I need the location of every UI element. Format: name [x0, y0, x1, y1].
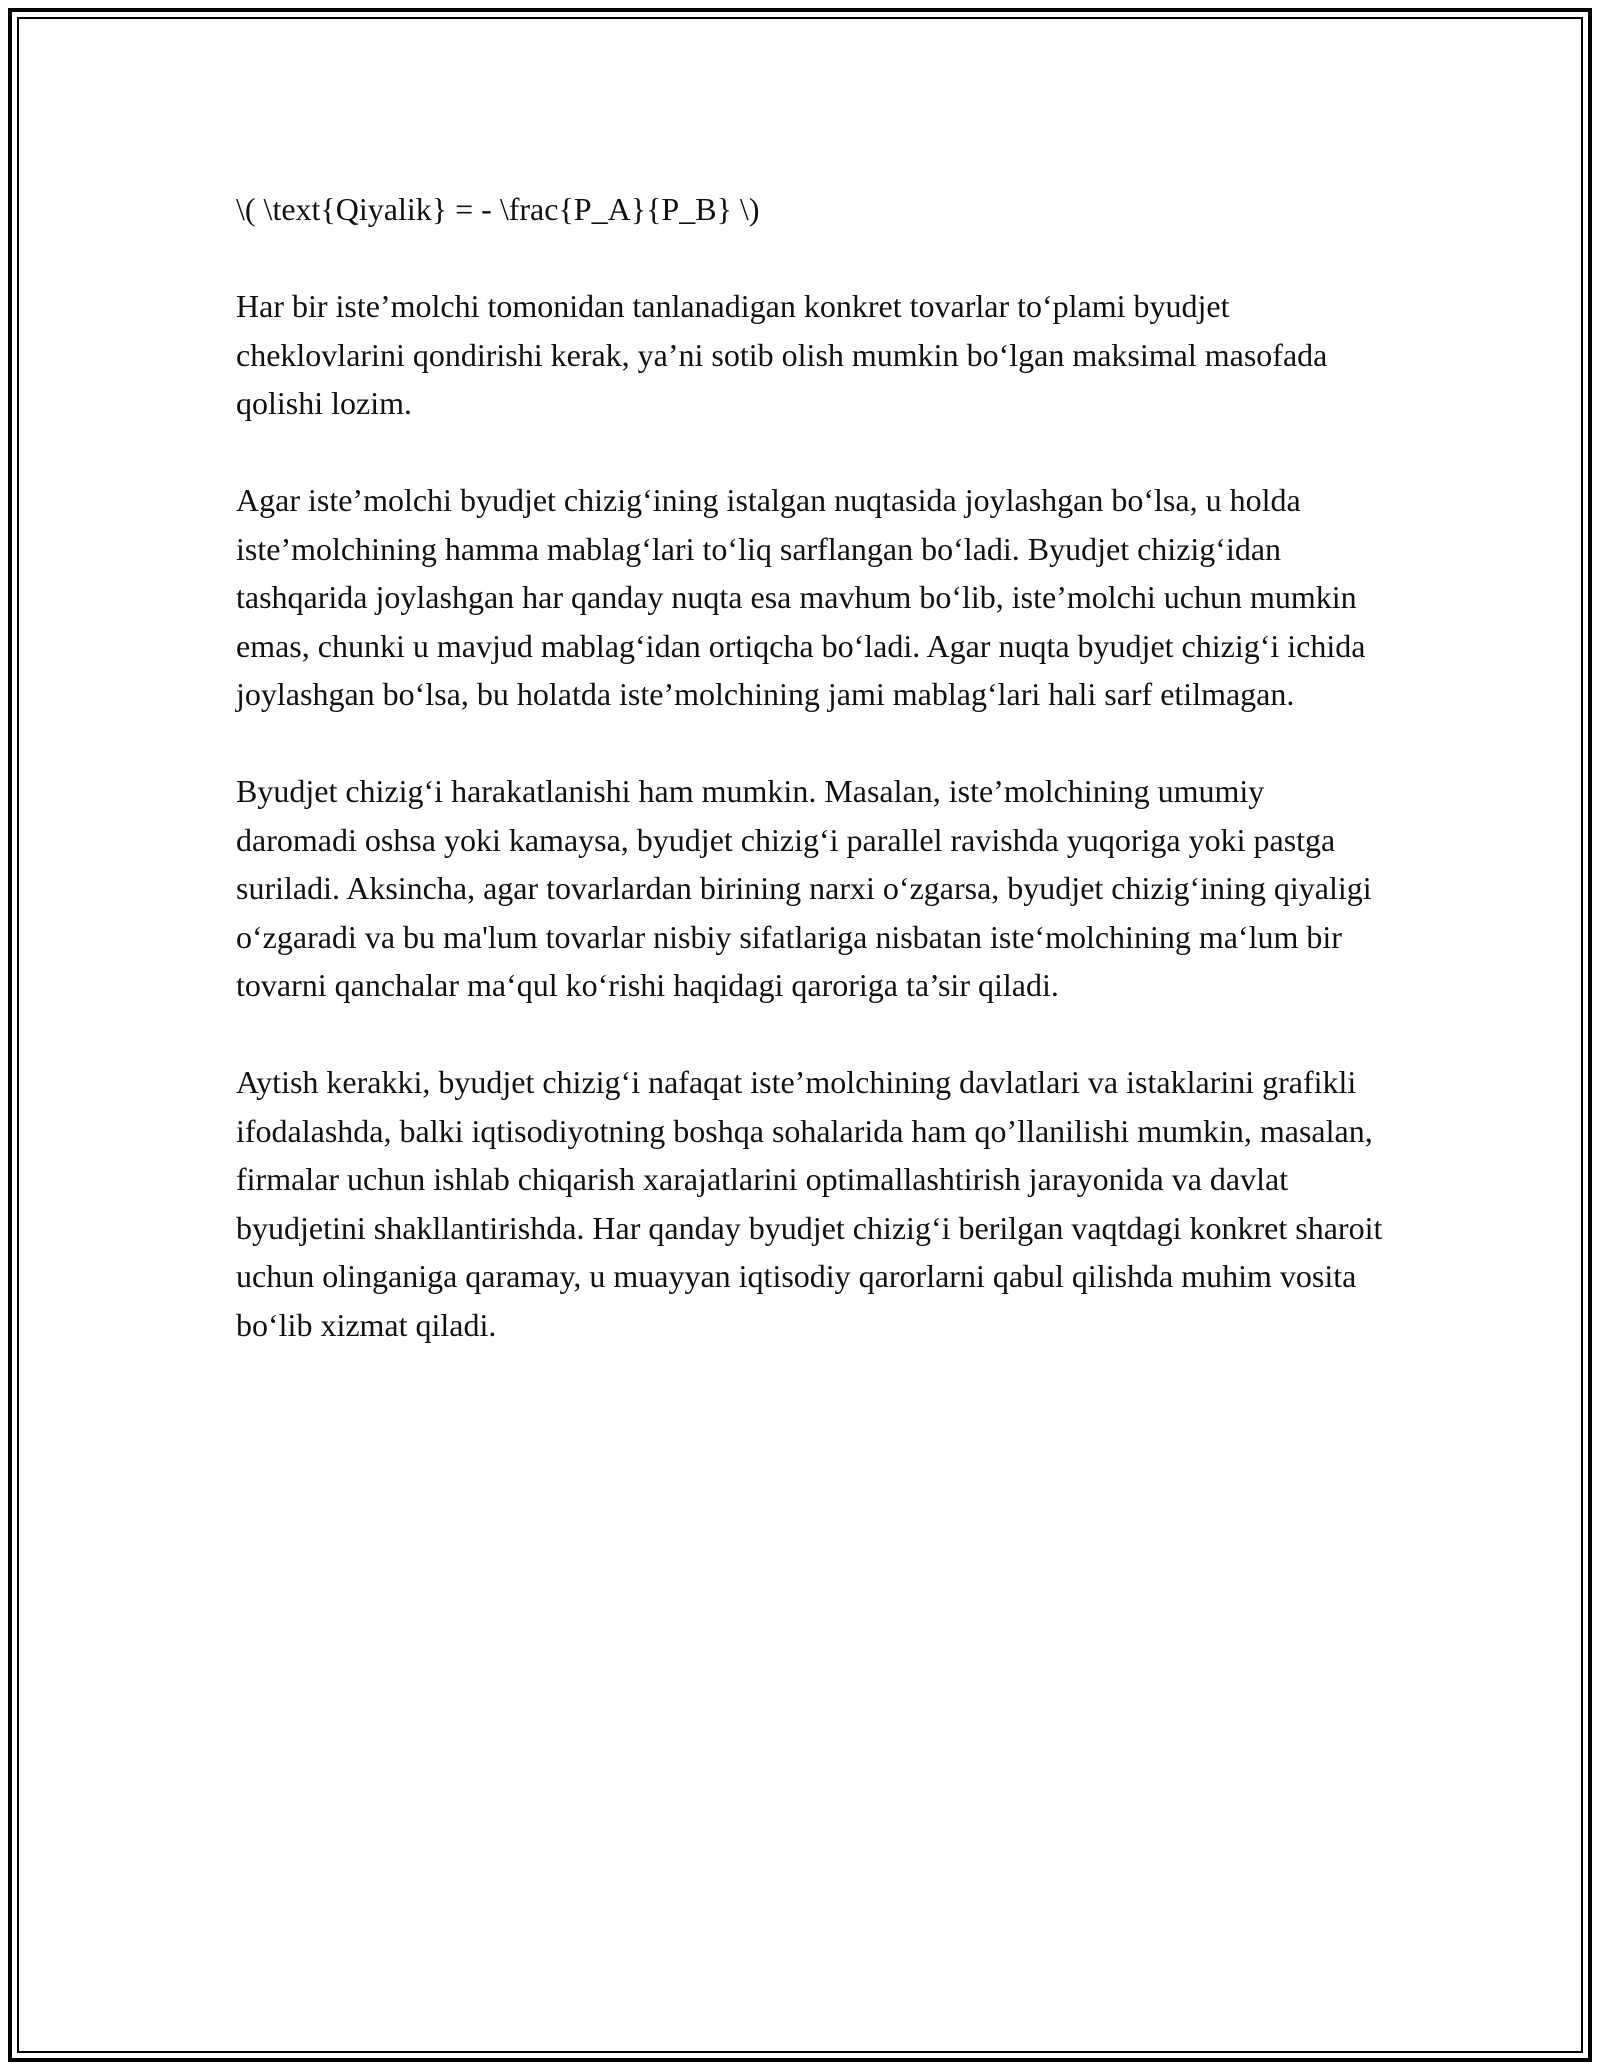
paragraph-budget-line-shifts: Byudjet chizig‘i harakatlanishi ham mumkin. Masalan, iste’molchining umumiy daromadi oshsa yoki kamaysa, byudjet chizig‘i parallel ravishda yuqoriga yoki pastga suriladi. Aksincha, agar tovarlardan birining narxi o‘zgarsa, byudjet chizig‘ining qiyaligi o‘zgaradi va bu ma'lum tovarlar nisbiy sifatlariga nisbatan iste‘molchining ma‘lum bir tovarni qanchalar ma‘qul ko‘rishi haqidagi qaroriga ta’sir qiladi.: [236, 773, 1372, 1003]
document-body: [236, 185, 1386, 1398]
slope-formula: \( \text{Qiyalik} = - \frac{P_A}{P_B} \): [236, 191, 760, 227]
paragraph-budget-line-points: Agar iste’molchi byudjet chizig‘ining istalgan nuqtasida joylashgan bo‘lsa, u holda iste’molchining hamma mablag‘lari to‘liq sarflangan bo‘ladi. Byudjet chizig‘idan tashqarida joylashgan har qanday nuqta esa mavhum bo‘lib, iste’molchi uchun mumkin emas, chunki u mavjud mablag‘idan ortiqcha bo‘ladi. Agar nuqta byudjet chizig‘i ichida joylashgan bo‘lsa, bu holatda iste’molchining jami mablag‘lari hali sarf etilmagan.: [236, 482, 1366, 712]
paragraph-budget-constraint: Har bir iste’molchi tomonidan tanlanadigan konkret tovarlar to‘plami byudjet cheklovlarini qondirishi kerak, ya’ni sotib olish mumkin bo‘lgan maksimal masofada qolishi lozim.: [236, 288, 1328, 421]
paragraph-budget-line-applications: Aytish kerakki, byudjet chizig‘i nafaqat iste’molchining davlatlari va istaklarini grafikli ifodalashda, balki iqtisodiyotning boshqa sohalarida ham qo’llanilishi mumkin, masalan, firmalar uchun ishlab chiqarish xarajatlarini optimallashtirish jarayonida va davlat byudjetini shakllantirishda. Har qanday byudjet chizig‘i berilgan vaqtdagi konkret sharoit uchun olinganiga qaramay, u muayyan iqtisodiy qarorlarni qabul qilishda muhim vosita bo‘lib xizmat qiladi.: [236, 1064, 1383, 1343]
